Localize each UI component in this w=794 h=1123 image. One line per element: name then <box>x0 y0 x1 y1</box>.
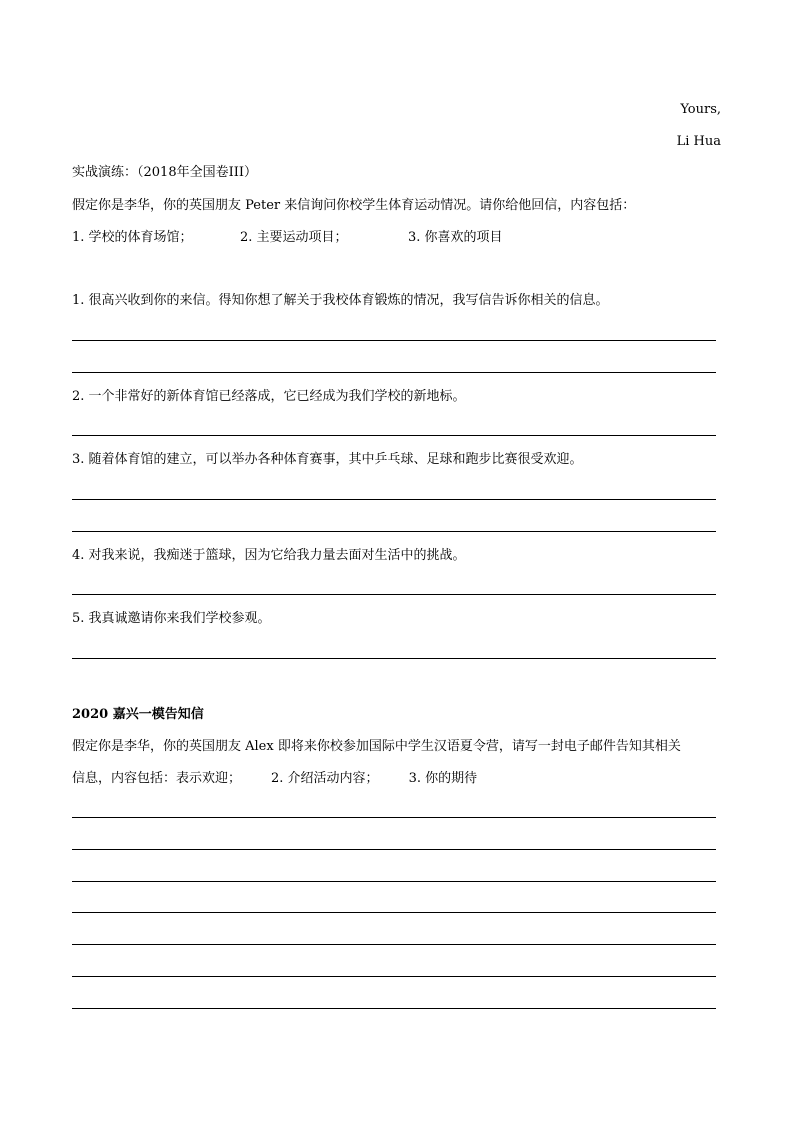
answer-line <box>72 658 716 659</box>
notice-point-2: 2. 介绍活动内容； <box>271 771 379 786</box>
practice-point-1: 1. 学校的体育场馆； <box>72 230 193 245</box>
sentence-1: 1. 很高兴收到你的来信。得知你想了解关于我校体育锻炼的情况，我写信告诉你相关的信息。 <box>72 293 609 308</box>
answer-line <box>72 372 716 373</box>
notice-point-1: 信息，内容包括：表示欢迎； <box>72 771 242 786</box>
practice-prompt: 假定你是李华，你的英国朋友 Peter 来信询问你校学生体育运动情况。请你给他回信，内容包括： <box>72 198 636 213</box>
notice-prompt-line-2 <box>72 771 477 787</box>
answer-line <box>72 912 716 913</box>
answer-line <box>72 976 716 977</box>
sentence-4: 4. 对我来说，我痴迷于篮球，因为它给我力量去面对生活中的挑战。 <box>72 548 466 563</box>
answer-line <box>72 435 716 436</box>
answer-line <box>72 944 716 945</box>
answer-line <box>72 817 716 818</box>
sentence-5: 5. 我真诚邀请你来我们学校参观。 <box>72 611 271 626</box>
answer-line <box>72 340 716 341</box>
answer-line <box>72 849 716 850</box>
answer-line <box>72 499 716 500</box>
answer-line <box>72 531 716 532</box>
notice-prompt-line-1: 假定你是李华，你的英国朋友 Alex 即将来你校参加国际中学生汉语夏令营，请写一封电子邮件告知其相关 <box>72 739 681 754</box>
notice-heading: 2020 嘉兴一模告知信 <box>72 707 204 722</box>
practice-heading: 实战演练：（2018年全国卷III） <box>72 165 257 180</box>
practice-point-2: 2. 主要运动项目； <box>240 230 348 245</box>
answer-line <box>72 881 716 882</box>
sentence-2: 2. 一个非常好的新体育馆已经落成，它已经成为我们学校的新地标。 <box>72 389 466 404</box>
sentence-3: 3. 随着体育馆的建立，可以举办各种体育赛事，其中乒乓球、足球和跑步比赛很受欢迎。 <box>72 452 583 467</box>
valediction: Yours, <box>680 102 721 117</box>
answer-line <box>72 594 716 595</box>
practice-point-3: 3. 你喜欢的项目 <box>408 230 503 245</box>
signature: Li Hua <box>676 134 721 149</box>
answer-line <box>72 1008 716 1009</box>
notice-point-3: 3. 你的期待 <box>408 771 478 786</box>
